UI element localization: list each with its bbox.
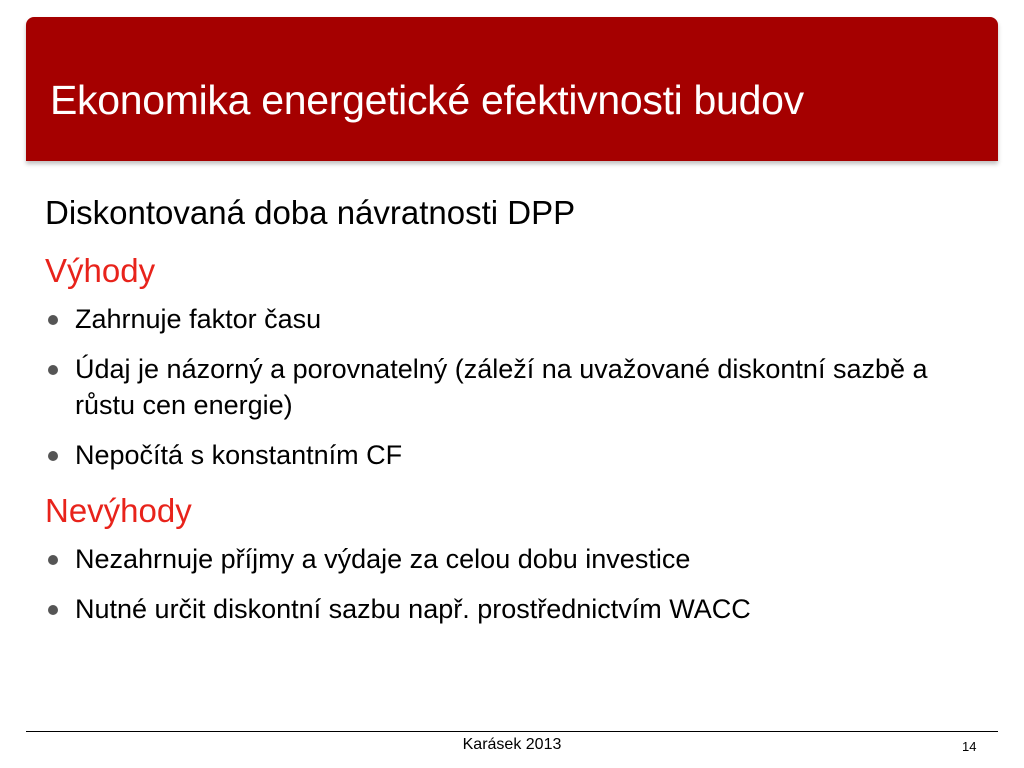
bullet-icon: [48, 555, 58, 565]
footer-divider: [26, 731, 998, 732]
slide-title: Ekonomika energetické efektivnosti budov: [50, 77, 804, 123]
list-item-text: Nezahrnuje příjmy a výdaje za celou dobu investice: [75, 544, 691, 574]
slide-heading: Diskontovaná doba návratnosti DPP: [45, 194, 576, 231]
list-item: [45, 301, 985, 337]
page-number: 14: [962, 739, 977, 754]
list-item-text: Nutné určit diskontní sazbu např. prostřednictvím WACC: [75, 594, 751, 624]
slide-content: [45, 193, 985, 641]
advantages-list: [45, 301, 985, 473]
list-item-text: Zahrnuje faktor času: [75, 304, 322, 334]
list-item: [45, 437, 985, 473]
disadvantages-list: [45, 541, 985, 627]
footer-author: Karásek 2013: [462, 736, 562, 753]
list-item: [45, 351, 985, 423]
bullet-icon: [48, 605, 58, 615]
list-item: [45, 591, 985, 627]
list-item: [45, 541, 985, 577]
list-item-text: Nepočítá s konstantním CF: [75, 440, 403, 470]
section-title-advantages: Výhody: [45, 252, 156, 289]
bullet-icon: [48, 365, 58, 375]
bullet-icon: [48, 451, 58, 461]
bullet-icon: [48, 315, 58, 325]
list-item-text: Údaj je názorný a porovnatelný (záleží na uvažované diskontní sazbě a růstu cen energie): [75, 354, 928, 420]
section-title-disadvantages: Nevýhody: [45, 492, 192, 529]
